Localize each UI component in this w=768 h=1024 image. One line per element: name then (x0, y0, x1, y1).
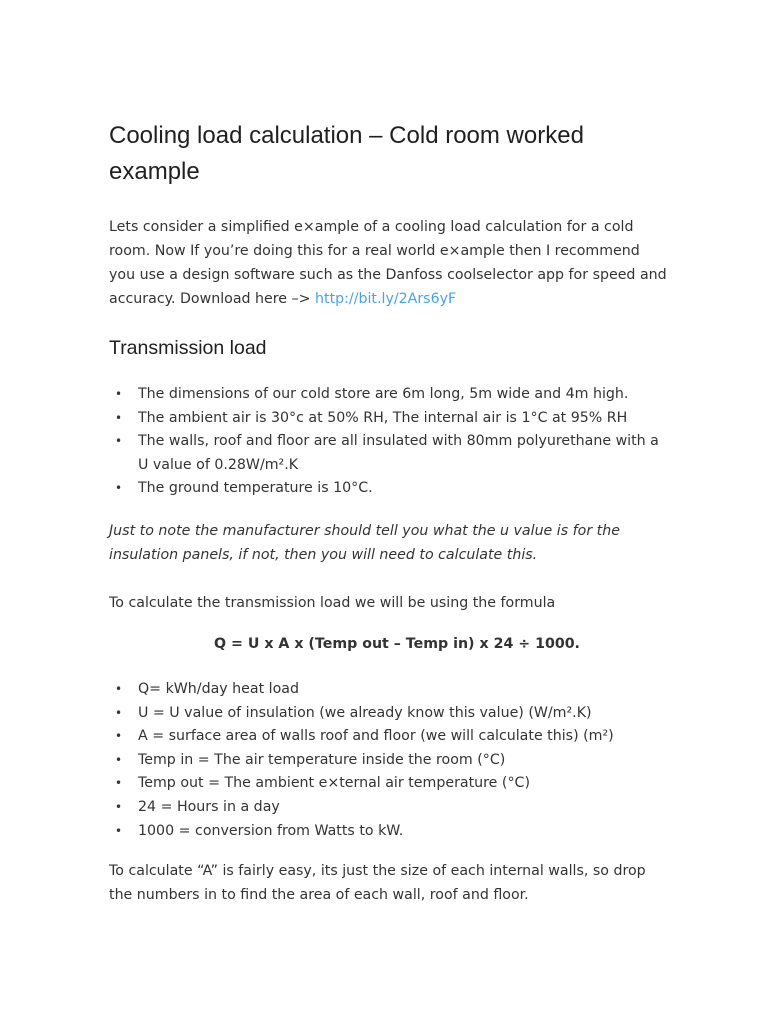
bullet-icon: • (115, 823, 123, 838)
bullet-icon: • (115, 776, 123, 791)
formula: Q = U x A x (Temp out – Temp in) x 24 ÷ 1000. (214, 635, 580, 652)
list-item: • The ambient air is 30°c at 50% RH, The internal air is 1°C at 95% RH (109, 407, 669, 431)
download-link[interactable]: http://bit.ly/2Ars6yF (315, 291, 457, 307)
list-item: • 24 = Hours in a day (109, 796, 669, 820)
list-item: • Temp out = The ambient e×ternal air temperature (°C) (109, 772, 669, 796)
bullet-icon: • (115, 387, 123, 401)
bullet-icon: • (115, 752, 123, 767)
list-item: • Q= kWh/day heat load (109, 678, 669, 702)
bullet-icon: • (115, 729, 123, 744)
list-item: • The ground temperature is 10°C. (109, 477, 669, 501)
intro-text: Lets consider a simplified e×ample of a cooling load calculation for a cold room. Now If you’re doing this for a real world e×ample then I recommend you use a design software such as the Danfoss coolselector app for speed and accuracy. Download here –> (109, 219, 667, 307)
note-paragraph: Just to note the manufacturer should tell you what the u value is for the insulation panels, if not, then you will need to calculate this. (109, 522, 620, 563)
conditions-list (109, 383, 669, 501)
article-title: Cooling load calculation – Cold room worked example (109, 122, 584, 185)
bullet-icon: • (115, 434, 123, 449)
list-item: • 1000 = conversion from Watts to kW. (109, 820, 669, 844)
list-item: • U = U value of insulation (we already know this value) (W/m².K) (109, 702, 669, 726)
bullet-icon: • (115, 799, 123, 814)
list-item: • The dimensions of our cold store are 6m long, 5m wide and 4m high. (109, 383, 669, 407)
definitions-list (109, 678, 669, 843)
section-heading-transmission-load: Transmission load (109, 337, 267, 359)
bullet-icon: • (115, 681, 123, 696)
bullet-icon: • (115, 481, 123, 496)
list-item: • A = surface area of walls roof and floor (we will calculate this) (m²) (109, 725, 669, 749)
closing-paragraph: To calculate “A” is fairly easy, its just the size of each internal walls, so drop the numbers in to find the area of each wall, roof and floor. (109, 863, 646, 904)
list-item: • The walls, roof and floor are all insulated with 80mm polyurethane with a U value of 0.28W/m².K (109, 430, 669, 477)
article (109, 118, 669, 907)
bullet-icon: • (115, 410, 123, 425)
formula-intro: To calculate the transmission load we will be using the formula (109, 594, 556, 611)
intro-paragraph (109, 215, 669, 311)
list-item: • Temp in = The air temperature inside the room (°C) (109, 749, 669, 773)
bullet-icon: • (115, 705, 123, 720)
